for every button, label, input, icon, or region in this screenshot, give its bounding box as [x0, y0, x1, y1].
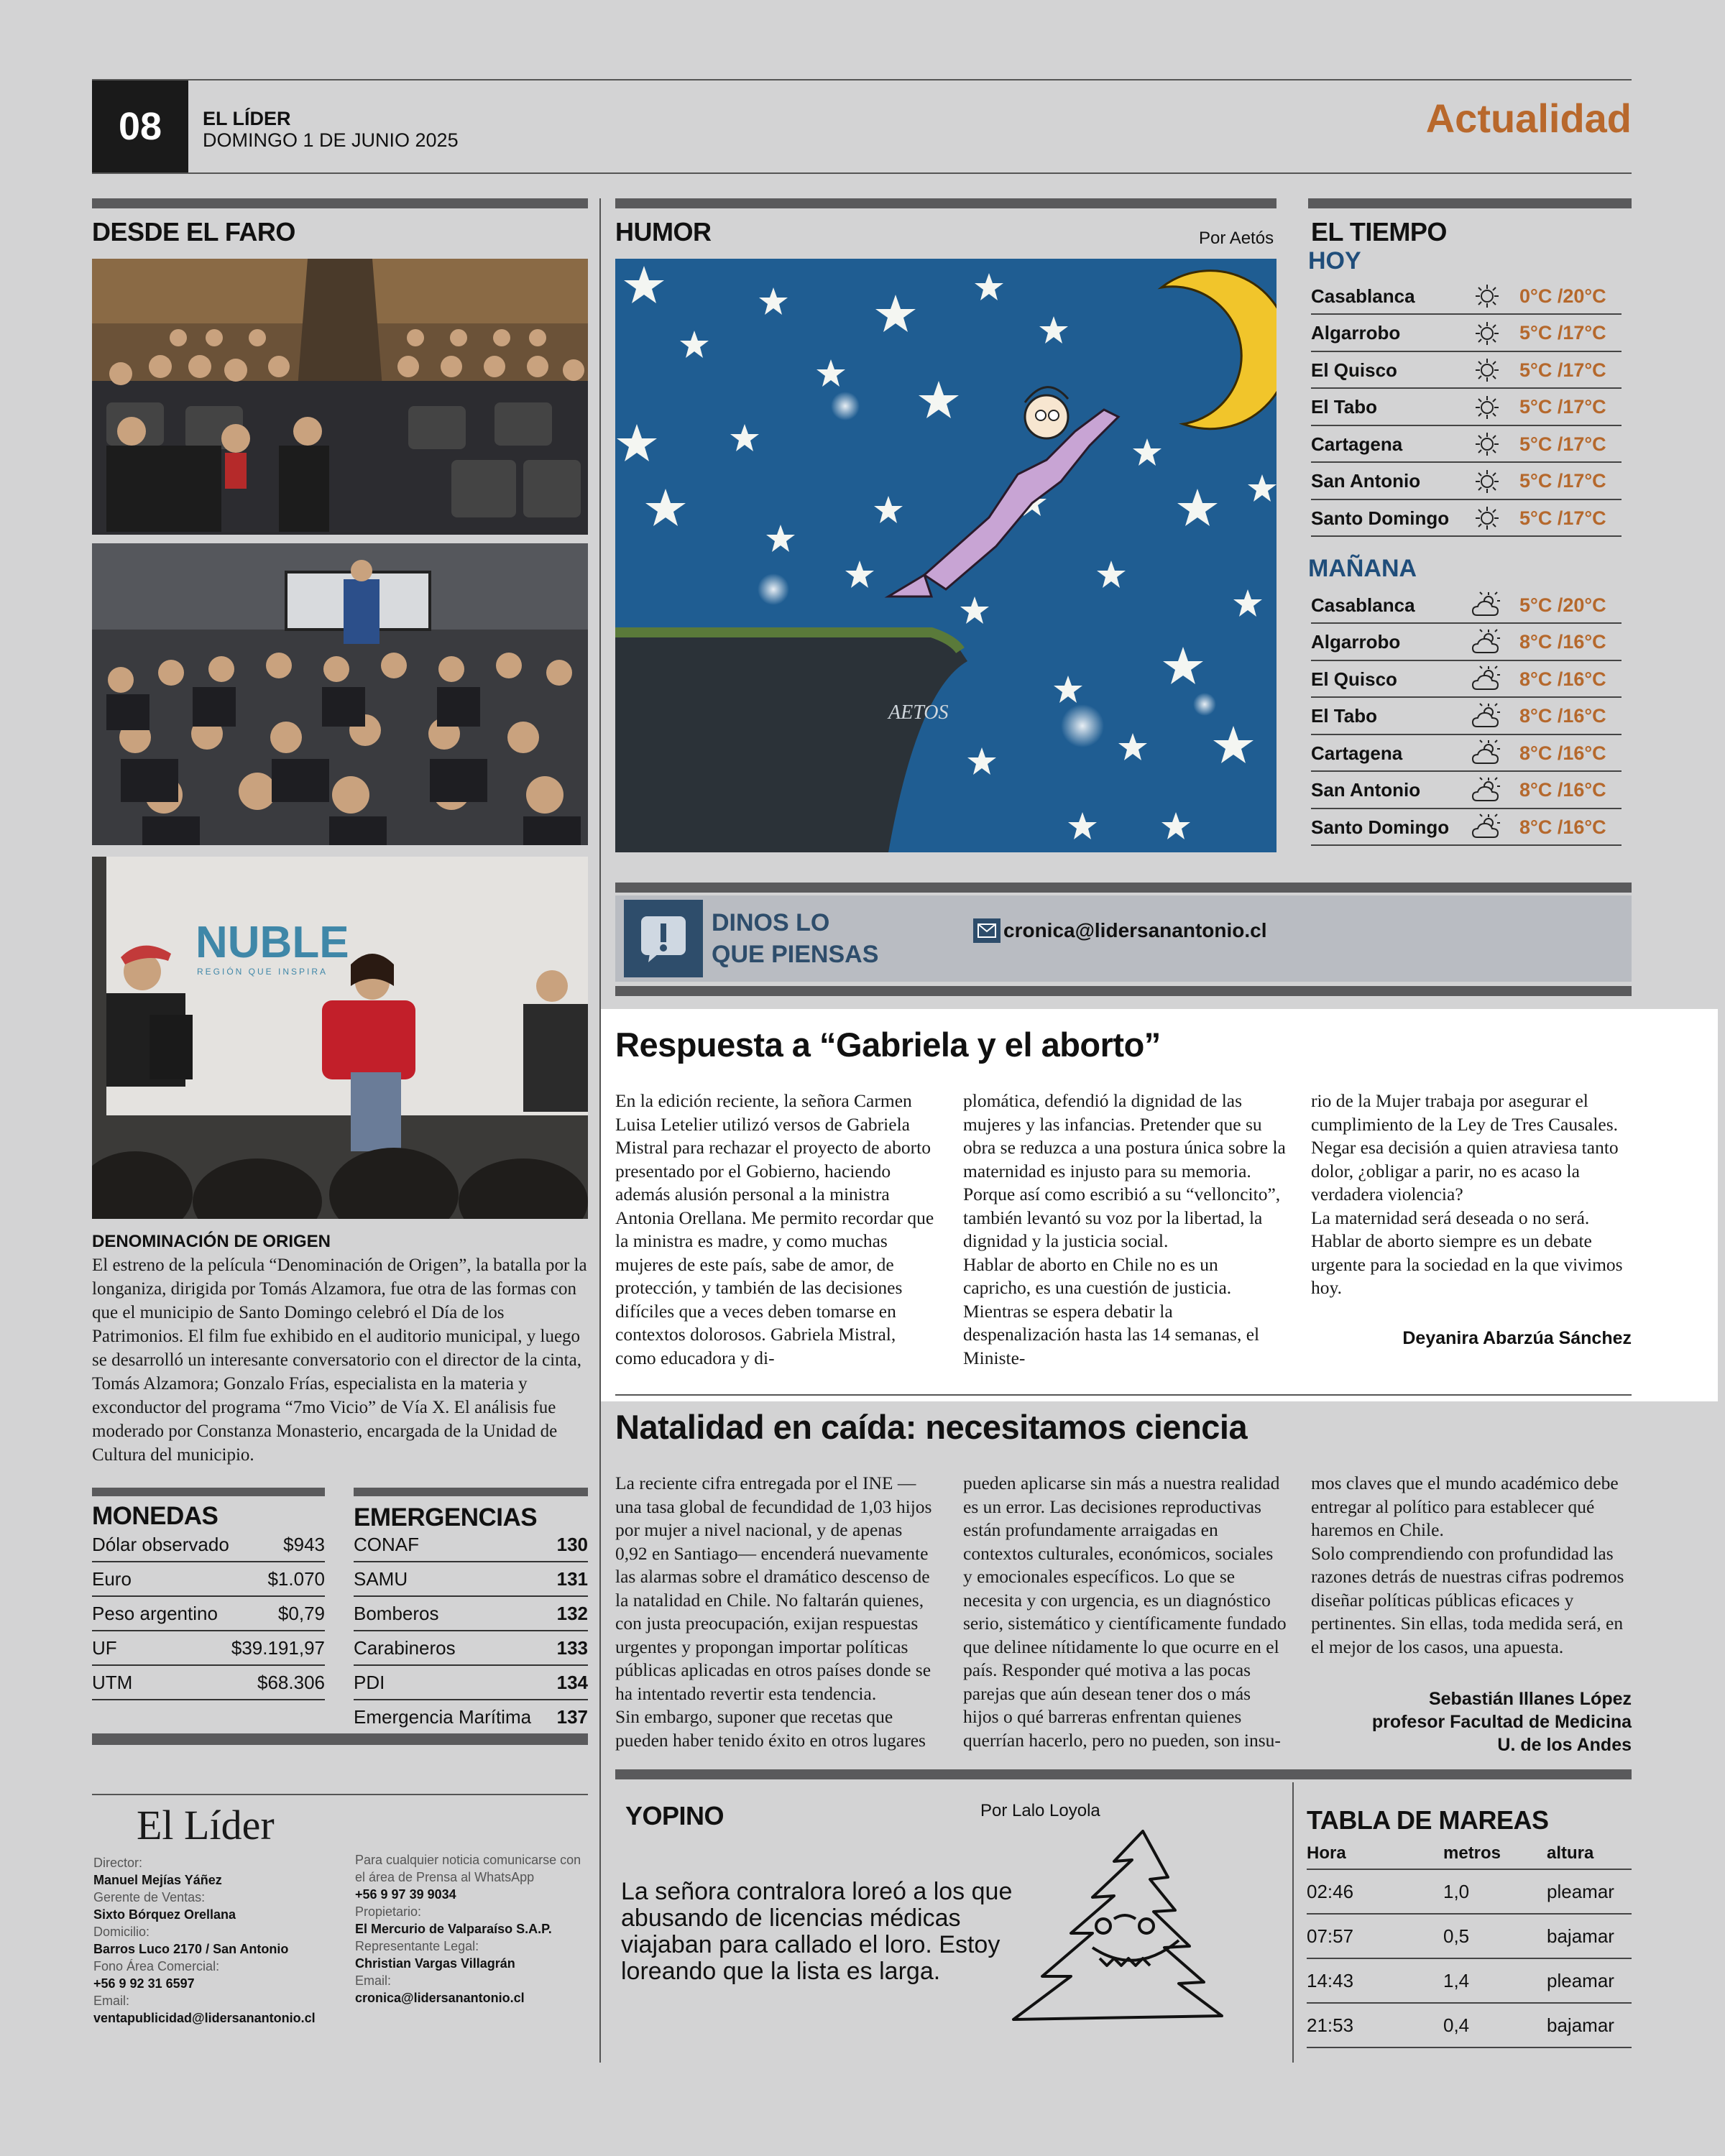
monedas-row	[92, 1562, 325, 1597]
weather-temp: 5°C /20°C	[1519, 594, 1606, 616]
left-bottom-bar	[92, 1733, 588, 1745]
emergencias-value: 132	[556, 1602, 588, 1624]
yopino-text: La señora contralora loreó a los que abusando de licencias médicas viajaban para callado el loro. Estoy loreando que la lista es larga.	[621, 1878, 1013, 1985]
weather-temp: 8°C /16°C	[1519, 742, 1606, 764]
staff-right	[355, 1851, 592, 2007]
emergencias-value: 131	[556, 1567, 588, 1590]
tides-hora: 07:57	[1307, 1925, 1354, 1947]
tides-metros: 1,0	[1443, 1880, 1470, 1902]
monedas-row	[92, 1528, 325, 1562]
dinos-title	[712, 907, 878, 970]
dinos-bottombar	[615, 986, 1632, 996]
emergencias-label: SAMU	[354, 1567, 408, 1590]
staff-label: Gerente de Ventas:	[93, 1890, 206, 1904]
weather-temp: 5°C /17°C	[1519, 359, 1606, 381]
emergencias-row	[354, 1666, 588, 1700]
dinos-line2: QUE PIENSAS	[712, 941, 879, 968]
emergencias-label: Bomberos	[354, 1602, 439, 1624]
dinos-banner	[615, 895, 1632, 982]
weather-city: Algarrobo	[1311, 631, 1401, 653]
el-lider-logo: El Líder	[137, 1802, 275, 1848]
header-bottom-rule	[92, 172, 1632, 174]
masthead	[203, 108, 459, 151]
letter2-col3: mos claves que el mundo académico debe entregar al político para establecer qué haremos en Chile. Solo comprendiendo con profundidad las razones detrás de nuestras cifras podremos diseñar políticas públicas eficaces y pertinentes. Sin ellas, toda medida será, en el mejor de los casos, una apuesta.	[1311, 1473, 1624, 1657]
emergencias-title: EMERGENCIAS	[354, 1503, 538, 1531]
monedas-label: UF	[92, 1636, 117, 1659]
staff-rule	[92, 1794, 588, 1795]
letter1-bottom-rule	[615, 1394, 1632, 1396]
emergencias-row	[354, 1700, 588, 1735]
weather-tomorrow-row	[1311, 625, 1622, 661]
audience-photo	[92, 543, 588, 845]
yopino-tree-drawing	[1006, 1825, 1236, 2027]
weather-today-row	[1311, 279, 1622, 315]
emergencias-value: 134	[556, 1671, 588, 1693]
weather-topbar	[1308, 198, 1632, 208]
staff-label: Email:	[355, 1973, 392, 1988]
partly-cloudy-icon	[1455, 813, 1519, 842]
monedas-row	[92, 1597, 325, 1631]
weather-temp: 8°C /16°C	[1519, 779, 1606, 801]
letter1-col3: rio de la Mujer trabaja por asegurar el cumplimiento de la Ley de Tres Causales. Negar esa decisión a quien atraviesa tanto dolor, ¿obligar a parir, no es acaso la verdadera violencia? La maternidad será deseada o no será. Hablar de aborto siempre es un debate urgente para la sociedad en la que vivimos hoy.	[1311, 1090, 1623, 1298]
yopino-title: YOPINO	[625, 1801, 724, 1830]
staff-value: Barros Luco 2170 / San Antonio	[93, 1942, 289, 1956]
header-top-rule	[92, 79, 1632, 80]
tides-header-altura: altura	[1547, 1843, 1594, 1863]
sun-icon	[1455, 319, 1519, 348]
letter2-sig-title: profesor Facultad de Medicina	[1371, 1712, 1632, 1732]
humor-topbar	[615, 198, 1276, 208]
staff-value: Christian Vargas Villagrán	[355, 1956, 515, 1971]
weather-temp: 8°C /16°C	[1519, 631, 1606, 653]
weather-today-row	[1311, 316, 1622, 352]
faro-topbar	[92, 198, 588, 208]
sun-icon	[1455, 282, 1519, 310]
emergencias-value: 137	[556, 1705, 588, 1728]
weather-temp: 5°C /17°C	[1519, 470, 1606, 492]
emergencias-row	[354, 1597, 588, 1631]
weather-tomorrow-label: MAÑANA	[1308, 555, 1417, 582]
emergencias-row	[354, 1631, 588, 1666]
emergencias-value: 133	[556, 1636, 588, 1659]
faro-caption-text: El estreno de la película “Denominación de Origen”, la batalla por la longaniza, dirigida por Tomás Alzamora, fue otra de las formas con que el municipio de Santo Domingo celebró el Día de los Patrimonios. El film fue exhibido en el auditorio municipal, y luego se desarrolló un interesante conversatorio con el director de la cinta, Tomás Alzamora; Gonzalo Frías, especialista en la materia y exconductor del programa “7mo Vicio” de Vía X. El análisis fue moderado por Constanza Monasterio, encargada de la Unidad de Cultura del municipio.	[92, 1256, 587, 1465]
sun-icon	[1455, 467, 1519, 496]
emergencias-row	[354, 1562, 588, 1597]
mail-icon	[973, 918, 1000, 943]
tides-row	[1307, 1959, 1632, 2004]
weather-today-row	[1311, 353, 1622, 389]
panel-banner-text: NUBLE	[196, 918, 349, 967]
weather-tomorrow-row	[1311, 588, 1622, 624]
tides-hora: 21:53	[1307, 2014, 1354, 2036]
monedas-value: $1.070	[267, 1567, 325, 1590]
emergencias-row	[354, 1528, 588, 1562]
letter2-sig-institution: U. de los Andes	[1497, 1735, 1632, 1755]
tides-hora: 02:46	[1307, 1880, 1354, 1902]
monedas-label: Euro	[92, 1567, 132, 1590]
panel-photo	[92, 857, 588, 1219]
dinos-topbar	[615, 883, 1632, 893]
weather-city: San Antonio	[1311, 470, 1421, 492]
tides-altura: pleamar	[1547, 1969, 1614, 1991]
staff-label: Fono Área Comercial:	[93, 1959, 220, 1973]
weather-temp: 5°C /17°C	[1519, 396, 1606, 418]
weather-today-row	[1311, 501, 1622, 537]
tides-header-hora: Hora	[1307, 1843, 1346, 1863]
staff-value: Sixto Bórquez Orellana	[93, 1907, 236, 1922]
sun-icon	[1455, 393, 1519, 422]
emergencias-label: CONAF	[354, 1533, 419, 1555]
weather-tomorrow-row	[1311, 662, 1622, 698]
monedas-title: MONEDAS	[92, 1502, 218, 1530]
weather-city: El Tabo	[1311, 705, 1377, 727]
tides-hora: 14:43	[1307, 1969, 1354, 1991]
right-bottom-divider	[1292, 1782, 1294, 2063]
staff-label: Email:	[93, 1994, 130, 2008]
tides-title: TABLA DE MAREAS	[1307, 1805, 1549, 1835]
letter2-sig-name: Sebastián Illanes López	[1428, 1689, 1632, 1709]
letter2-col1: La reciente cifra entregada por el INE —una tasa global de fecundidad de 1,03 hijos por mujer a nivel nacional, y de apenas 0,92 en Santiago— encenderá nuevamente las alarmas sobre el dramático descenso de la natalidad en Chile. No faltarán quienes, con justa preocupación, exijan respuestas urgentes y propongan importar políticas públicas aplicadas en otros países donde se ha intentado revertir esta tendencia. Sin embargo, suponer que recetas que pueden haber tenido éxito en otros lugares	[615, 1473, 932, 1751]
weather-city: Cartagena	[1311, 742, 1403, 764]
emergencias-value: 130	[556, 1533, 588, 1555]
monedas-row	[92, 1631, 325, 1666]
letter1-title: Respuesta a “Gabriela y el aborto”	[615, 1026, 1161, 1064]
tides-row	[1307, 1915, 1632, 1959]
monedas-value: $0,79	[277, 1602, 325, 1624]
letter1-col1: En la edición reciente, la señora Carmen Luisa Letelier utilizó versos de Gabriela Mistral para rechazar el proyecto de aborto presentado por el Gobierno, haciendo además alusión personal a la ministra Antonia Orellana. Me permito recordar que la ministra es madre, y como muchas mujeres de este país, sabe de amor, de protección, y también de las decisiones difíciles que a veces deben tomarse en contextos dolorosos. Gabriela Mistral, como educadora y di-	[615, 1090, 934, 1368]
weather-today-label: HOY	[1308, 247, 1361, 275]
monedas-topbar	[92, 1488, 325, 1496]
tides-row	[1307, 2004, 1632, 2048]
weather-city: Cartagena	[1311, 433, 1403, 455]
weather-temp: 8°C /16°C	[1519, 816, 1606, 838]
letter2-title: Natalidad en caída: necesitamos ciencia	[615, 1408, 1248, 1446]
weather-city: Santo Domingo	[1311, 507, 1450, 529]
weather-title: EL TIEMPO	[1311, 217, 1447, 247]
humor-title: HUMOR	[615, 217, 712, 247]
letter2-col2: pueden aplicarse sin más a nuestra realidad es un error. Las decisiones reproductivas están profundamente arraigadas en contextos culturales, económicos, sociales y emocionales específicos. Lo que se necesita y con urgencia, es un diagnóstico serio, sistemático y científicamente fundado que delinee nítidamente lo que ocurre en el país. Responder qué motiva a las pocas parejas que aún desean tener dos o más hijos o qué barreras enfrentan quienes querrían hacerlo, pero no pueden, son insu-	[963, 1473, 1287, 1751]
monedas-label: UTM	[92, 1671, 133, 1693]
tides-row	[1307, 1870, 1632, 1915]
tides-metros: 1,4	[1443, 1969, 1470, 1991]
tides-header-metros: metros	[1443, 1843, 1501, 1863]
staff-left	[93, 1854, 338, 2027]
monedas-value: $68.306	[257, 1671, 325, 1693]
yopino-byline: Por Lalo Loyola	[980, 1801, 1100, 1820]
emergencias-label: PDI	[354, 1671, 385, 1693]
weather-temp: 5°C /17°C	[1519, 507, 1606, 529]
staff-label: Director:	[93, 1856, 143, 1870]
humor-cartoon	[615, 259, 1276, 852]
staff-value: +56 9 92 31 6597	[93, 1976, 195, 1991]
cartoon-signature: AETOS	[888, 701, 949, 724]
staff-label: Propietario:	[355, 1904, 422, 1919]
monedas-value: $39.191,97	[231, 1636, 325, 1659]
weather-tomorrow-row	[1311, 810, 1622, 846]
emergencias-label: Carabineros	[354, 1636, 456, 1659]
staff-value: Manuel Mejías Yáñez	[93, 1873, 222, 1887]
partly-cloudy-icon	[1455, 776, 1519, 805]
staff-whatsapp-intro: Para cualquier noticia comunicarse con el área de Prensa al WhatsApp	[355, 1853, 581, 1884]
weather-tomorrow-row	[1311, 773, 1622, 809]
weather-temp: 5°C /17°C	[1519, 433, 1606, 455]
monedas-value: $943	[283, 1533, 325, 1555]
monedas-row	[92, 1666, 325, 1700]
panel-banner-subtext: REGIÓN QUE INSPIRA	[197, 967, 328, 977]
tides-header-row	[1307, 1838, 1632, 1870]
tides-metros: 0,5	[1443, 1925, 1470, 1947]
weather-city: El Tabo	[1311, 396, 1377, 418]
humor-byline: Por Aetós	[1199, 229, 1274, 248]
partly-cloudy-icon	[1455, 665, 1519, 694]
weather-city: Algarrobo	[1311, 322, 1401, 344]
weather-city: Casablanca	[1311, 285, 1415, 307]
weather-temp: 8°C /16°C	[1519, 668, 1606, 690]
weather-today-row	[1311, 427, 1622, 463]
staff-label: Representante Legal:	[355, 1939, 479, 1953]
staff-value: ventapublicidad@lidersanantonio.cl	[93, 2011, 316, 2025]
weather-city: Casablanca	[1311, 594, 1415, 616]
letter1-col2: plomática, defendió la dignidad de las mujeres y las infancias. Pretender que su obra se reduzca a una postura única sobre la maternidad es injusto para su memoria. Porque así como escribió a su “velloncito”, también levantó su voz por la libertad, la dignidad y la justicia social. Hablar de aborto en Chile no es un capricho, es una cuestión de justicia. Mientras se espera debatir la despenalización hasta las 14 semanas, el Ministe-	[963, 1090, 1286, 1368]
staff-label: Domicilio:	[93, 1925, 150, 1939]
weather-today-row	[1311, 464, 1622, 500]
dinos-line1: DINOS LO	[712, 909, 830, 936]
weather-today-row	[1311, 390, 1622, 426]
sun-icon	[1455, 504, 1519, 533]
emergencias-label: Emergencia Marítima	[354, 1705, 532, 1728]
section-name: Actualidad	[1425, 96, 1632, 141]
page-number: 08	[92, 80, 188, 172]
tides-altura: pleamar	[1547, 1880, 1614, 1902]
letter1-signature: Deyanira Abarzúa Sánchez	[1402, 1328, 1632, 1348]
staff-value: cronica@lidersanantonio.cl	[355, 1991, 525, 2005]
weather-temp: 0°C /20°C	[1519, 285, 1606, 307]
sun-icon	[1455, 356, 1519, 384]
letter2-signature	[1311, 1687, 1632, 1756]
paper-name: EL LÍDER	[203, 108, 291, 129]
weather-city: Santo Domingo	[1311, 816, 1450, 838]
sun-icon	[1455, 430, 1519, 459]
staff-value: +56 9 97 39 9034	[355, 1887, 456, 1902]
weather-temp: 8°C /16°C	[1519, 705, 1606, 727]
tides-altura: bajamar	[1547, 2014, 1614, 2036]
weather-tomorrow-row	[1311, 699, 1622, 735]
tides-metros: 0,4	[1443, 2014, 1470, 2036]
partly-cloudy-icon	[1455, 739, 1519, 768]
faro-title: DESDE EL FARO	[92, 217, 295, 247]
monedas-label: Peso argentino	[92, 1602, 218, 1624]
partly-cloudy-icon	[1455, 628, 1519, 657]
tides-topbar	[1307, 1769, 1632, 1779]
emergencias-topbar	[354, 1488, 588, 1496]
weather-temp: 5°C /17°C	[1519, 322, 1606, 344]
dinos-email: cronica@lidersanantonio.cl	[1003, 919, 1267, 941]
weather-tomorrow-row	[1311, 736, 1622, 772]
auditorium-photo	[92, 259, 588, 535]
partly-cloudy-icon	[1455, 702, 1519, 731]
tides-altura: bajamar	[1547, 1925, 1614, 1947]
weather-city: El Quisco	[1311, 668, 1397, 690]
faro-caption-title: DENOMINACIÓN DE ORIGEN	[92, 1232, 331, 1251]
partly-cloudy-icon	[1455, 591, 1519, 619]
dinos-email-link[interactable]	[973, 918, 1267, 943]
staff-value: El Mercurio de Valparaíso S.A.P.	[355, 1922, 552, 1936]
issue-date: DOMINGO 1 DE JUNIO 2025	[203, 129, 459, 151]
monedas-label: Dólar observado	[92, 1533, 229, 1555]
weather-city: San Antonio	[1311, 779, 1421, 801]
exclamation-icon	[624, 900, 703, 977]
weather-city: El Quisco	[1311, 359, 1397, 381]
